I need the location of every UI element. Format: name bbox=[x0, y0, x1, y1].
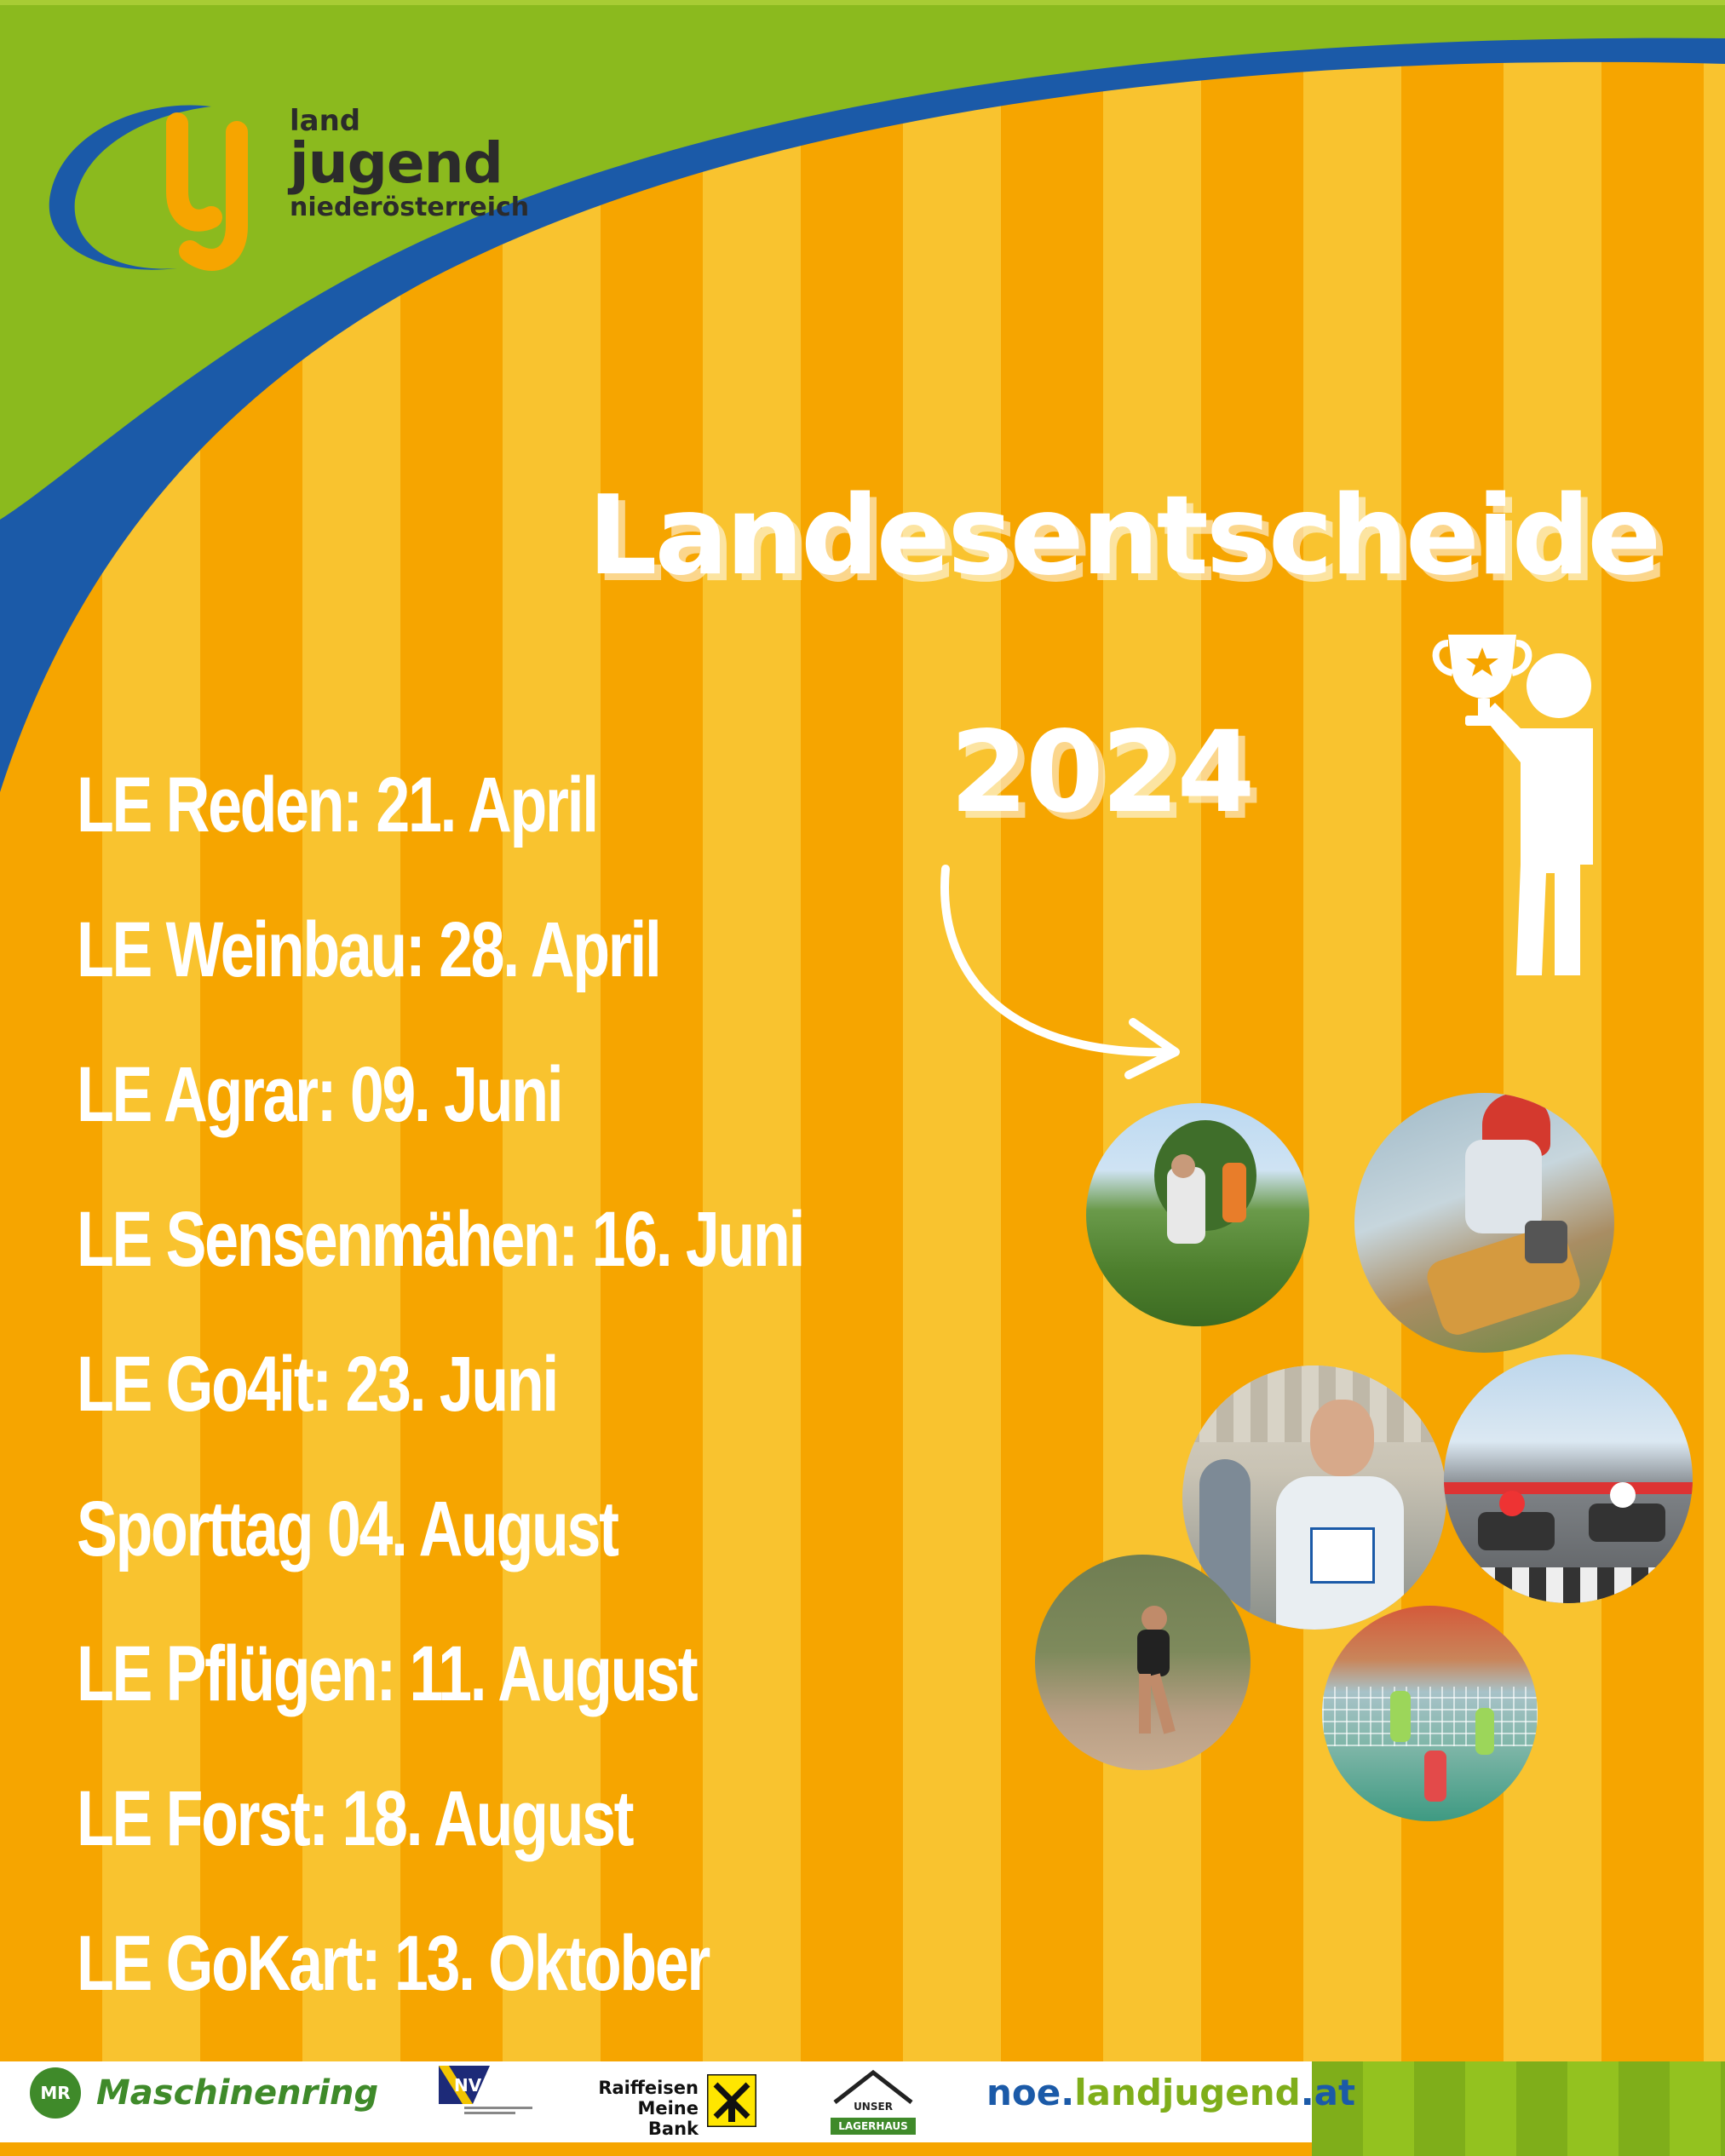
footer-green-bar bbox=[1312, 2061, 1725, 2156]
footer-bottom-stripe bbox=[0, 2142, 1312, 2156]
lagerhaus-bottom-text: LAGERHAUS bbox=[838, 2120, 908, 2132]
mowing-photo bbox=[1086, 1103, 1309, 1326]
lagerhaus-top-text: UNSER bbox=[854, 2101, 893, 2113]
website-link[interactable] bbox=[986, 2072, 1355, 2113]
logo-region-text: niederösterreich bbox=[290, 193, 530, 222]
event-item: Sporttag 04. August bbox=[77, 1486, 618, 1572]
event-item: LE GoKart: 13. Oktober bbox=[77, 1920, 710, 2007]
event-item: LE Sensenmähen: 16. Juni bbox=[77, 1196, 804, 1283]
forestry-photo bbox=[1354, 1093, 1614, 1353]
event-item: LE Forst: 18. August bbox=[77, 1775, 633, 1862]
beach-photo bbox=[1035, 1555, 1251, 1770]
curved-arrow-icon bbox=[933, 860, 1188, 1082]
raiffeisen-text bbox=[588, 2078, 699, 2139]
year-heading: 2024 bbox=[950, 707, 1253, 838]
page-title: Landesentscheide bbox=[588, 473, 1659, 600]
event-item: LE Pflügen: 11. August bbox=[77, 1630, 697, 1717]
event-list bbox=[77, 733, 1009, 2036]
raiffeisen-name: Raiffeisen bbox=[598, 2078, 699, 2098]
event-item: LE Agrar: 09. Juni bbox=[77, 1051, 562, 1138]
logo-land-text: land bbox=[290, 104, 361, 138]
person-holding-trophy-icon bbox=[1431, 635, 1619, 992]
logo-jugend-text: jugend bbox=[290, 130, 503, 196]
maschinenring-logo bbox=[30, 2067, 378, 2119]
sports-hall-photo bbox=[1322, 1606, 1538, 1821]
nv-logo bbox=[439, 2066, 558, 2119]
raiffeisen-logo bbox=[588, 2074, 758, 2140]
url-domain: landjugend bbox=[1074, 2072, 1301, 2113]
gokart-photo bbox=[1444, 1354, 1693, 1603]
nv-badge-text: NV bbox=[454, 2075, 482, 2096]
url-suffix: .at bbox=[1300, 2072, 1356, 2113]
maschinenring-text: Maschinenring bbox=[96, 2073, 379, 2113]
event-item: LE Reden: 21. April bbox=[77, 762, 597, 848]
event-item: LE Weinbau: 28. April bbox=[77, 906, 660, 993]
maschinenring-badge-icon: MR bbox=[30, 2067, 81, 2119]
lagerhaus-logo bbox=[826, 2068, 920, 2136]
event-item: LE Go4it: 23. Juni bbox=[77, 1341, 557, 1428]
raiffeisen-gable-icon bbox=[707, 2074, 756, 2127]
url-prefix: noe. bbox=[986, 2072, 1075, 2113]
logo-wordmark bbox=[290, 106, 529, 221]
raiffeisen-slogan: Meine Bank bbox=[637, 2098, 699, 2140]
